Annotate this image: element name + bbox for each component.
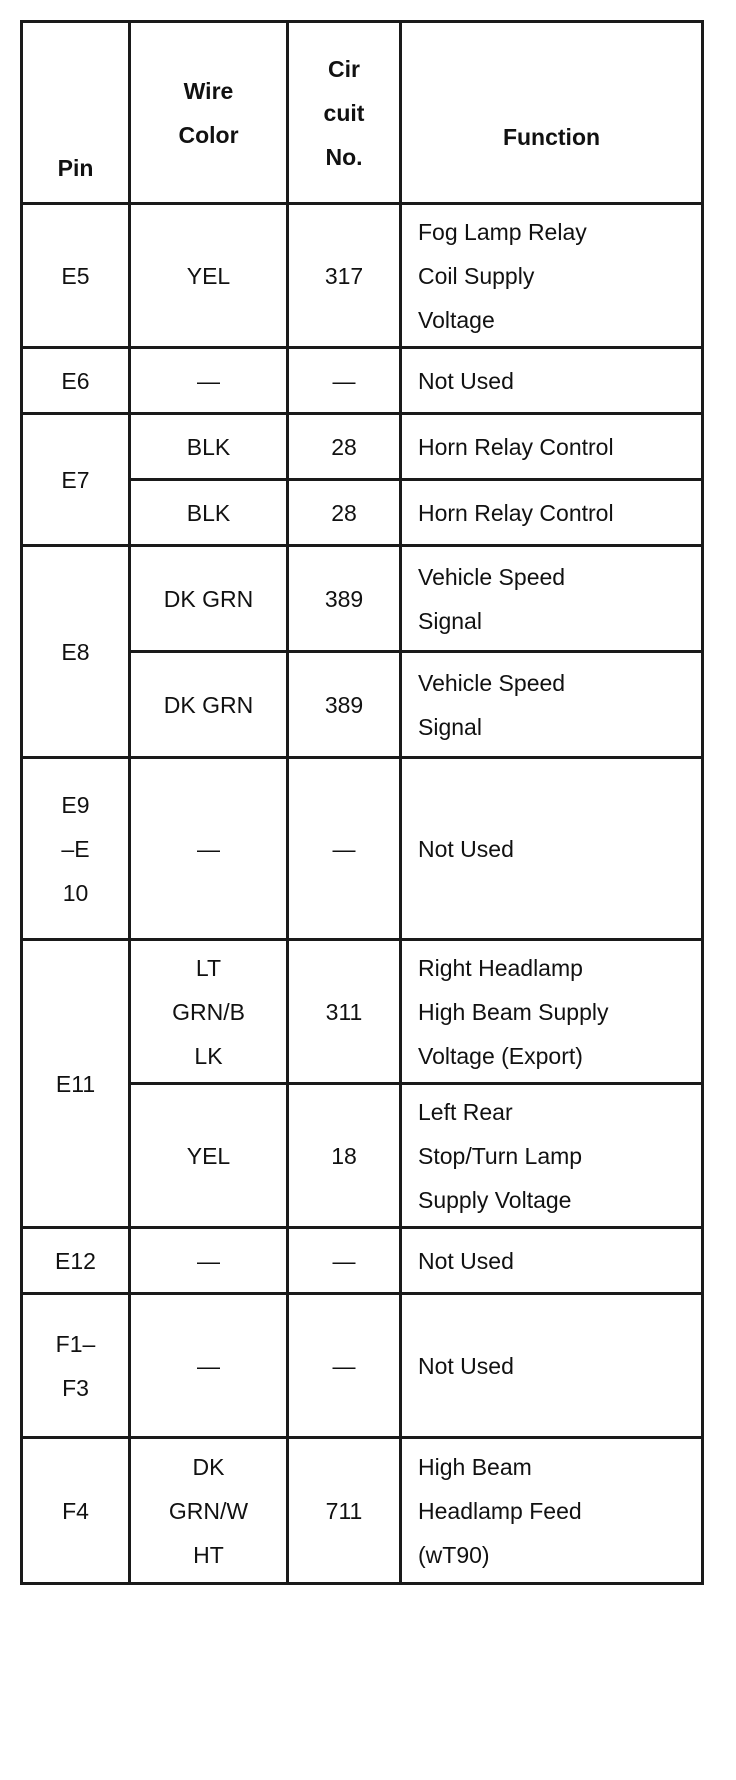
wire-color-cell: —: [130, 1228, 288, 1294]
function-cell: Right Headlamp High Beam Supply Voltage (Export): [401, 940, 703, 1084]
function-cell: Vehicle Speed Signal: [401, 652, 703, 758]
table-row: [22, 414, 703, 480]
header-wire-color: Wire Color: [130, 22, 288, 204]
header-circuit-no: Cir cuit No.: [288, 22, 401, 204]
wire-color-cell: DK GRN: [130, 546, 288, 652]
pin-cell: E6: [22, 348, 130, 414]
wire-color-cell: —: [130, 1294, 288, 1438]
circuit-cell: —: [288, 1228, 401, 1294]
pin-cell: E11: [22, 940, 130, 1228]
function-cell: High Beam Headlamp Feed (wT90): [401, 1438, 703, 1584]
table-row: [22, 758, 703, 940]
table-row: [22, 348, 703, 414]
circuit-cell: 18: [288, 1084, 401, 1228]
wire-color-cell: BLK: [130, 414, 288, 480]
function-cell: Horn Relay Control: [401, 480, 703, 546]
function-cell: Horn Relay Control: [401, 414, 703, 480]
pin-cell: E7: [22, 414, 130, 546]
pin-cell: E9 –E 10: [22, 758, 130, 940]
wire-color-cell: LT GRN/B LK: [130, 940, 288, 1084]
circuit-cell: —: [288, 348, 401, 414]
function-cell: Not Used: [401, 758, 703, 940]
table-row: [22, 1228, 703, 1294]
wire-color-cell: DK GRN/W HT: [130, 1438, 288, 1584]
pin-cell: E8: [22, 546, 130, 758]
circuit-cell: —: [288, 758, 401, 940]
pin-cell: E5: [22, 204, 130, 348]
wire-color-cell: —: [130, 348, 288, 414]
table-row: [22, 1438, 703, 1584]
wire-color-cell: BLK: [130, 480, 288, 546]
wire-color-cell: —: [130, 758, 288, 940]
circuit-cell: 711: [288, 1438, 401, 1584]
table-row: [22, 1294, 703, 1438]
connector-pinout-table: [20, 20, 704, 1585]
circuit-cell: 28: [288, 414, 401, 480]
circuit-cell: 389: [288, 546, 401, 652]
function-cell: Not Used: [401, 348, 703, 414]
function-cell: Not Used: [401, 1228, 703, 1294]
header-pin: Pin: [22, 22, 130, 204]
circuit-cell: 28: [288, 480, 401, 546]
circuit-cell: 389: [288, 652, 401, 758]
table-row: [22, 940, 703, 1084]
header-row: [22, 22, 703, 204]
function-cell: Not Used: [401, 1294, 703, 1438]
function-cell: Vehicle Speed Signal: [401, 546, 703, 652]
header-function: Function: [401, 22, 703, 204]
circuit-cell: —: [288, 1294, 401, 1438]
table-row: [22, 204, 703, 348]
function-cell: Left Rear Stop/Turn Lamp Supply Voltage: [401, 1084, 703, 1228]
table-row: [22, 546, 703, 652]
circuit-cell: 311: [288, 940, 401, 1084]
circuit-cell: 317: [288, 204, 401, 348]
pin-cell: F4: [22, 1438, 130, 1584]
pin-cell: F1– F3: [22, 1294, 130, 1438]
wire-color-cell: YEL: [130, 1084, 288, 1228]
function-cell: Fog Lamp Relay Coil Supply Voltage: [401, 204, 703, 348]
wire-color-cell: YEL: [130, 204, 288, 348]
wire-color-cell: DK GRN: [130, 652, 288, 758]
pin-cell: E12: [22, 1228, 130, 1294]
